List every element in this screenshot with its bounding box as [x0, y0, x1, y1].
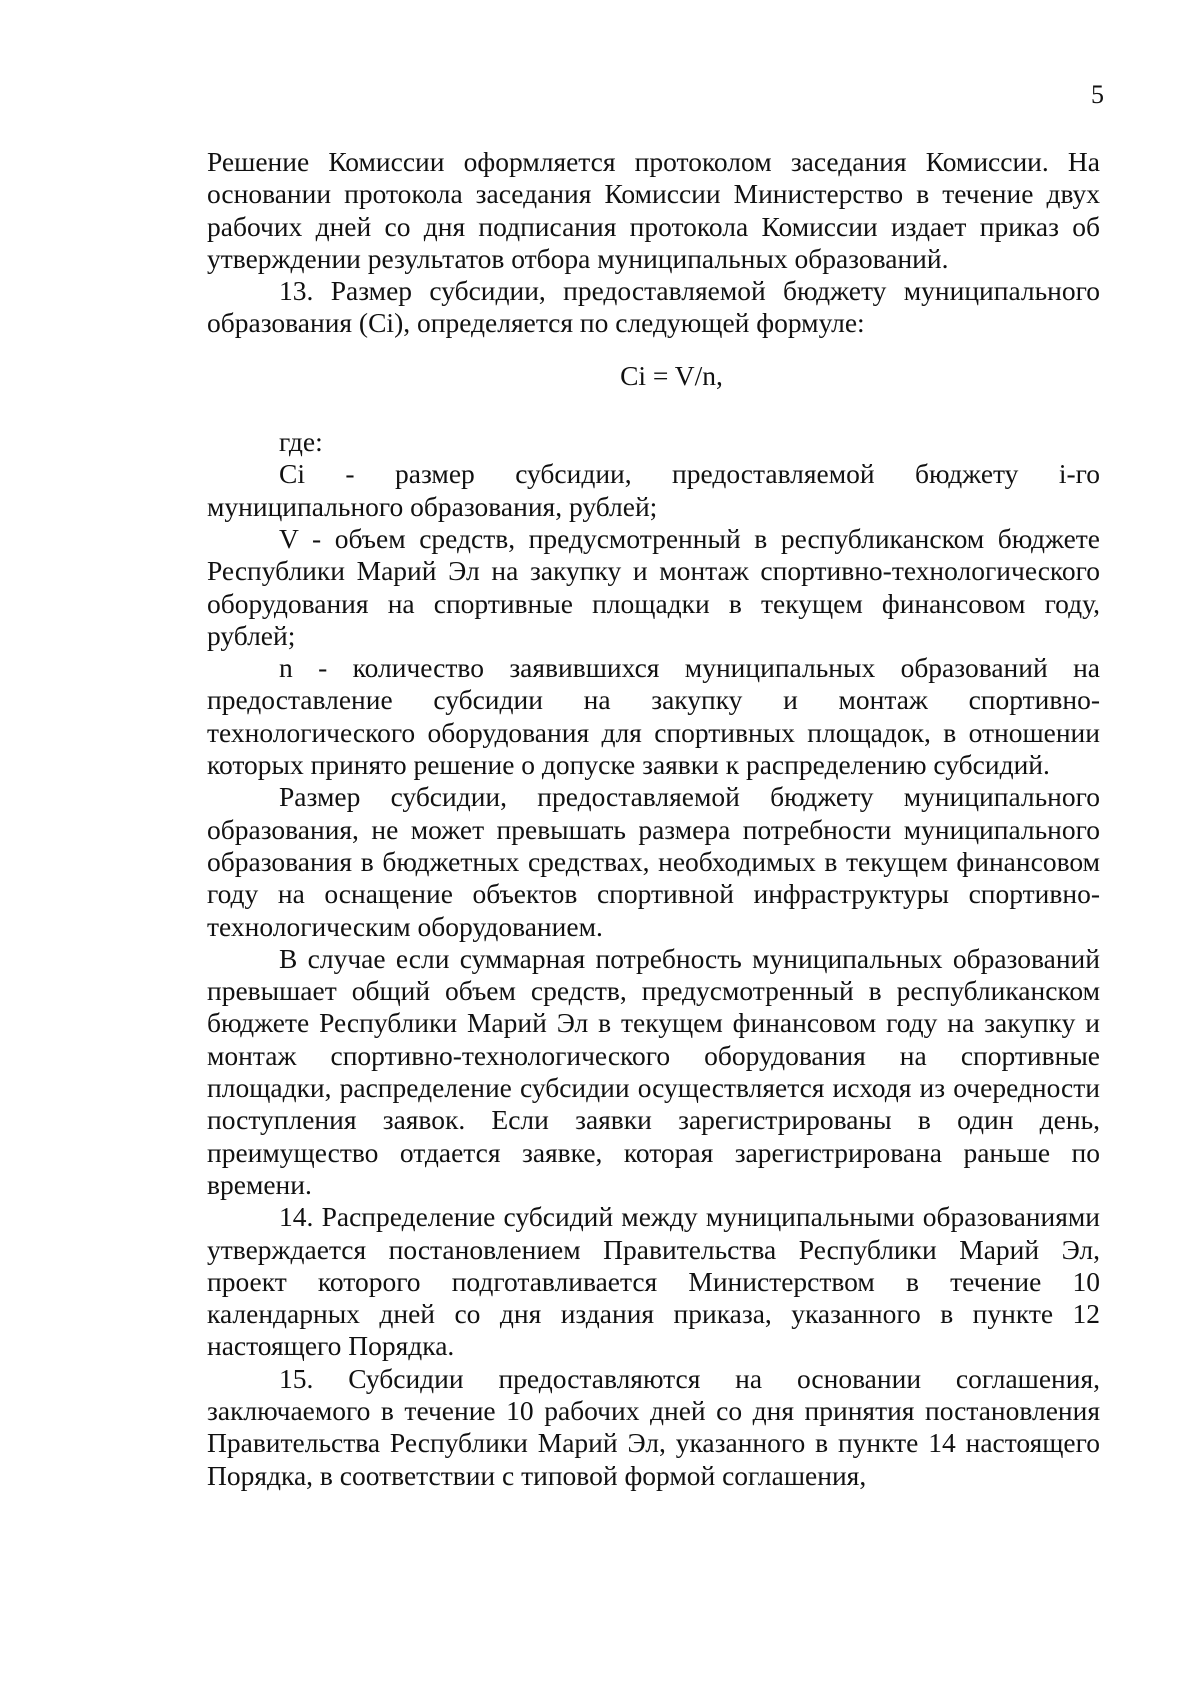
definition-ci: Ci - размер субсидии, предоставляемой бюджету i-го муниципального образования, рублей; [207, 458, 1100, 522]
where-label: где: [279, 426, 323, 458]
page-number: 5 [1091, 80, 1104, 109]
paragraph-14-distribution: 14. Распределение субсидий между муниципальными образованиями утверждается постановлением Правительства Республики Марий Эл, проект которого подготавливается Министерством в течение 10 календарных дней со дня издания приказа, указанного в пункте 12 настоящего Порядка. [207, 1201, 1100, 1362]
definition-n: n - количество заявившихся муниципальных образований на предоставление субсидии на закупку и монтаж спортивно-технологического оборудования для спортивных площадок, в отношении которых принято решение о допуске заявки к распределению субсидий. [207, 652, 1100, 781]
paragraph-15-agreement: 15. Субсидии предоставляются на основании соглашения, заключаемого в течение 10 рабочих дней со дня принятия постановления Правительства Республики Марий Эл, указанного в пункте 14 настоящего Порядка, в соответствии с типовой формой соглашения, [207, 1362, 1100, 1491]
document-body [207, 146, 1100, 1492]
formula: Ci = V/n, [620, 359, 723, 391]
paragraph-commission-decision: Решение Комиссии оформляется протоколом заседания Комиссии. На основании протокола заседания Комиссии Министерство в течение двух рабочих дней со дня подписания протокола Комиссии издает приказ об утверждении результатов отбора муниципальных образований. [207, 146, 1100, 274]
paragraph-excess-demand: В случае если суммарная потребность муниципальных образований превышает общий объем средств, предусмотренный в республиканском бюджете Республики Марий Эл в текущем финансовом году на закупку и монтаж спортивно-технологического оборудования на спортивные площадки, распределение субсидии осуществляется исходя из очередности поступления заявок. Если заявки зарегистрированы в один день, преимущество отдается заявке, которая зарегистрирована раньше по времени. [207, 942, 1100, 1200]
paragraph-subsidy-limit: Размер субсидии, предоставляемой бюджету муниципального образования, не может превышать размера потребности муниципального образования в бюджетных средствах, необходимых в текущем финансовом году на оснащение объектов спортивной инфраструктуры спортивно-технологическим оборудованием. [207, 781, 1100, 942]
paragraph-subsidy-size: 13. Размер субсидии, предоставляемой бюджету муниципального образования (Ci), определяется по следующей формуле: [207, 275, 1100, 339]
definition-v: V - объем средств, предусмотренный в республиканском бюджете Республики Марий Эл на закупку и монтаж спортивно-технологического оборудования на спортивные площадки в текущем финансовом году, рублей; [207, 522, 1100, 651]
